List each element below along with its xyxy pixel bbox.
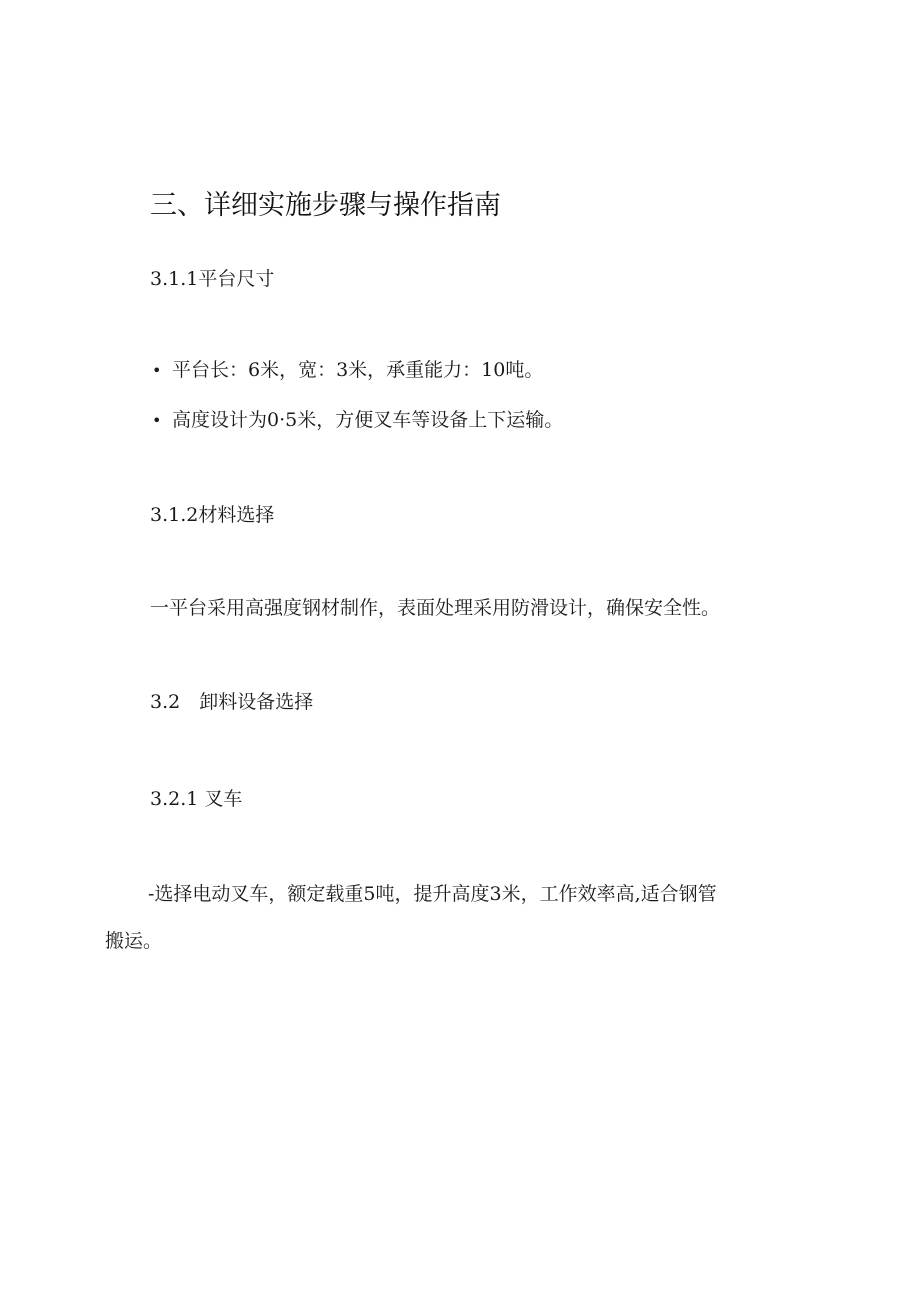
subsection-heading-3-1-2: 3.1.2材料选择 <box>150 504 275 526</box>
section-heading: 三、详细实施步骤与操作指南 <box>150 190 501 221</box>
bullet-item-dimensions <box>152 361 543 380</box>
bullet-text: 平台长：6米，宽：3米，承重能力：10吨。 <box>172 359 544 381</box>
paragraph-forklift-line-1: -选择电动叉车，额定载重5吨，提升高度3米，工作效率高,适合钢管 <box>148 883 717 905</box>
bullet-text: 高度设计为0·5米，方便叉车等设备上下运输。 <box>172 409 564 431</box>
paragraph-materials: 一平台采用高强度钢材制作，表面处理采用防滑设计，确保安全性。 <box>150 597 721 619</box>
bullet-marker: • <box>152 361 162 380</box>
subsection-heading-3-2: 3.2 卸料设备选择 <box>150 691 314 713</box>
bullet-item-height <box>152 411 563 430</box>
bullet-marker: • <box>152 411 162 430</box>
paragraph-forklift-line-2: 搬运。 <box>105 930 163 952</box>
subsection-heading-3-2-1: 3.2.1 叉车 <box>150 788 243 810</box>
subsection-heading-3-1-1: 3.1.1平台尺寸 <box>150 268 275 290</box>
